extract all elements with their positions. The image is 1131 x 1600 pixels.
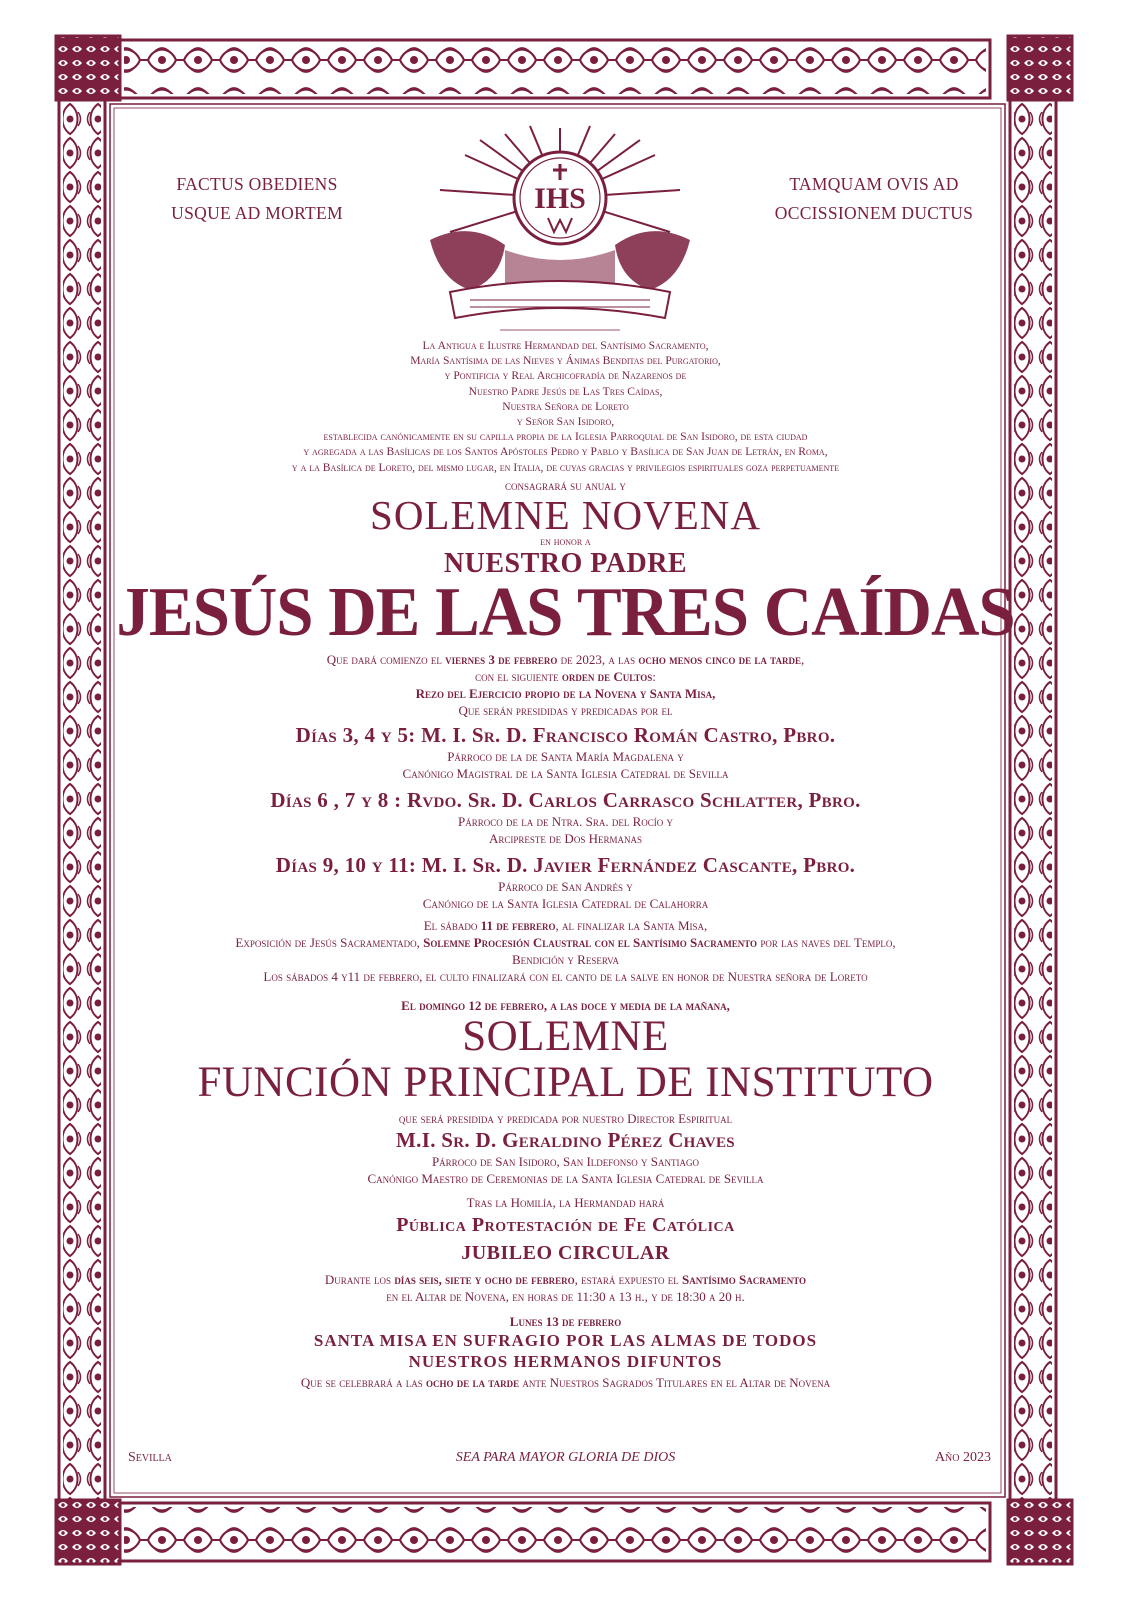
difuntos-title: SANTA MISA EN SUFRAGIO POR LAS ALMAS DE TODOS: [313, 1331, 818, 1350]
novena-title: SOLEMNE NOVENA: [370, 492, 761, 538]
difuntos-title: NUESTROS HERMANOS DIFUNTOS: [408, 1352, 723, 1371]
intro-line: y Pontificia y Real Archicofradía de Nazarenos de: [444, 369, 687, 383]
intro-line: y agregada a las Basílicas de los Santos Apóstoles Pedro y Pablo y Basílica de San Juan de Letrán, en Roma,: [303, 445, 828, 459]
ihs-sunburst-emblem-icon: [410, 120, 710, 340]
main-announcement: [110, 478, 1021, 1391]
poster-content: [110, 110, 1021, 1490]
preacher-days-3: Días 9, 10 y 11: M. I. Sr. D. Javier Fernández Cascante, Pbro.: [275, 853, 856, 877]
intro-line: María Santísima de las Nieves y Ánimas Benditas del Purgatorio,: [410, 354, 721, 368]
preacher-days-2: Días 6 , 7 y 8 : Rvdo. Sr. D. Carlos Carrasco Schlatter, Pbro.: [270, 788, 861, 812]
exposicion-line: Exposición de Jesús Sacramentado, Solemne Procesión Claustral con el Santísimo Sacramento por las naves del Templo,: [235, 935, 896, 950]
presididas-line: Que serán presididas y predicadas por el: [458, 703, 673, 718]
preacher-role: Párroco de la de Santa María Magdalena y: [447, 749, 684, 764]
homilia-line: Tras la Homilía, la Hermandad hará: [466, 1195, 665, 1210]
footer-city: Sevilla: [128, 1450, 172, 1465]
jubileo-title: JUBILEO CIRCULAR: [461, 1242, 670, 1264]
intro-line: Nuestro Padre Jesús de Las Tres Caídas,: [468, 384, 663, 398]
jesus-title: JESÚS DE LAS TRES CAÍDAS: [116, 573, 1015, 651]
consagrara-line: consagrará su anual y: [505, 479, 626, 493]
jubileo-hours: en el Altar de Novena, en horas de 11:30 a 13 h., y de 18:30 a 20 h.: [386, 1289, 745, 1304]
intro-line: La Antigua e Ilustre Hermandad del Santísimo Sacramento,: [422, 339, 709, 352]
intro-line: y a la Basílica de Loreto, del mismo lugar, en Italia, de cuyas gracias y privilegios espirituales goza perpetuamente: [291, 460, 840, 474]
solemne-title: SOLEMNE: [462, 1013, 669, 1060]
motto-left: FACTUS OBEDIENS USQUE AD MORTEM: [171, 174, 343, 223]
start-line: Que dará comienzo el viernes 3 de febrero de 2023, a las ocho menos cinco de la tarde,: [326, 652, 805, 667]
director-role: Párroco de San Isidoro, San Ildefonso y Santiago: [431, 1154, 700, 1169]
preacher-role: Párroco de la de Ntra. Sra. del Rocío y: [457, 814, 673, 829]
difuntos-line: Que se celebrará a las ocho de la tarde ante Nuestros Sagrados Titulares en el Altar de Novena: [300, 1375, 831, 1390]
presidida-line: que será presidida y predicada por nuestro Director Espiritual: [398, 1111, 733, 1126]
intro-line: establecida canónicamente en su capilla propia de la Iglesia Parroquial de San Isidoro, de esta ciudad: [323, 430, 808, 444]
footer-year: Año 2023: [934, 1450, 991, 1465]
footer-motto: SEA PARA MAYOR GLORIA DE DIOS: [455, 1450, 676, 1465]
domingo-line: El domingo 12 de febrero, a las doce y media de la mañana,: [401, 998, 730, 1013]
preacher-role: Canónigo Magistral de la Santa Iglesia Catedral de Sevilla: [402, 766, 729, 781]
rezo-line: Rezo del Ejercicio propio de la Novena y Santa Misa,: [415, 686, 716, 701]
preacher-role: Párroco de San Andrés y: [498, 879, 633, 894]
director-name: M.I. Sr. D. Geraldino Pérez Chaves: [396, 1128, 735, 1152]
svg-text:IHS: IHS: [534, 182, 586, 215]
difuntos-date: Lunes 13 de febrero: [509, 1314, 622, 1329]
director-role: Canónigo Maestro de Ceremonias de la Santa Iglesia Catedral de Sevilla: [367, 1171, 764, 1186]
jubileo-line: Durante los días seis, siete y ocho de febrero, estará expuesto el Santísimo Sacramento: [324, 1272, 807, 1287]
preacher-role: Arcipreste de Dos Hermanas: [489, 831, 642, 846]
en-honor-line: en honor a: [540, 536, 591, 548]
intro-line: Nuestra Señora de Loreto: [502, 399, 629, 413]
hermandad-intro: [110, 338, 1021, 475]
orden-line: con el siguiente orden de Cultos:: [475, 669, 656, 684]
preacher-role: Canónigo de la Santa Iglesia Catedral de Calahorra: [422, 896, 709, 911]
preacher-days-1: Días 3, 4 y 5: M. I. Sr. D. Francisco Román Castro, Pbro.: [295, 723, 836, 747]
sabado-line: El sábado 11 de febrero, al finalizar la Santa Misa,: [423, 918, 708, 933]
sabados-line: Los sábados 4 y11 de febrero, el culto finalizará con el canto de la salve en honor de Nuestra señora de Loreto: [263, 969, 868, 984]
nuestro-padre-title: NUESTRO PADRE: [443, 548, 688, 579]
bendicion-line: Bendición y Reserva: [512, 952, 619, 967]
intro-line: y Señor San Isidoro,: [516, 415, 615, 429]
funcion-title: FUNCIÓN PRINCIPAL DE INSTITUTO: [197, 1059, 934, 1106]
motto-right: TAMQUAM OVIS AD OCCISSIONEM DUCTUS: [774, 174, 974, 223]
protestacion-title: Pública Protestación de Fe Católica: [396, 1214, 735, 1236]
